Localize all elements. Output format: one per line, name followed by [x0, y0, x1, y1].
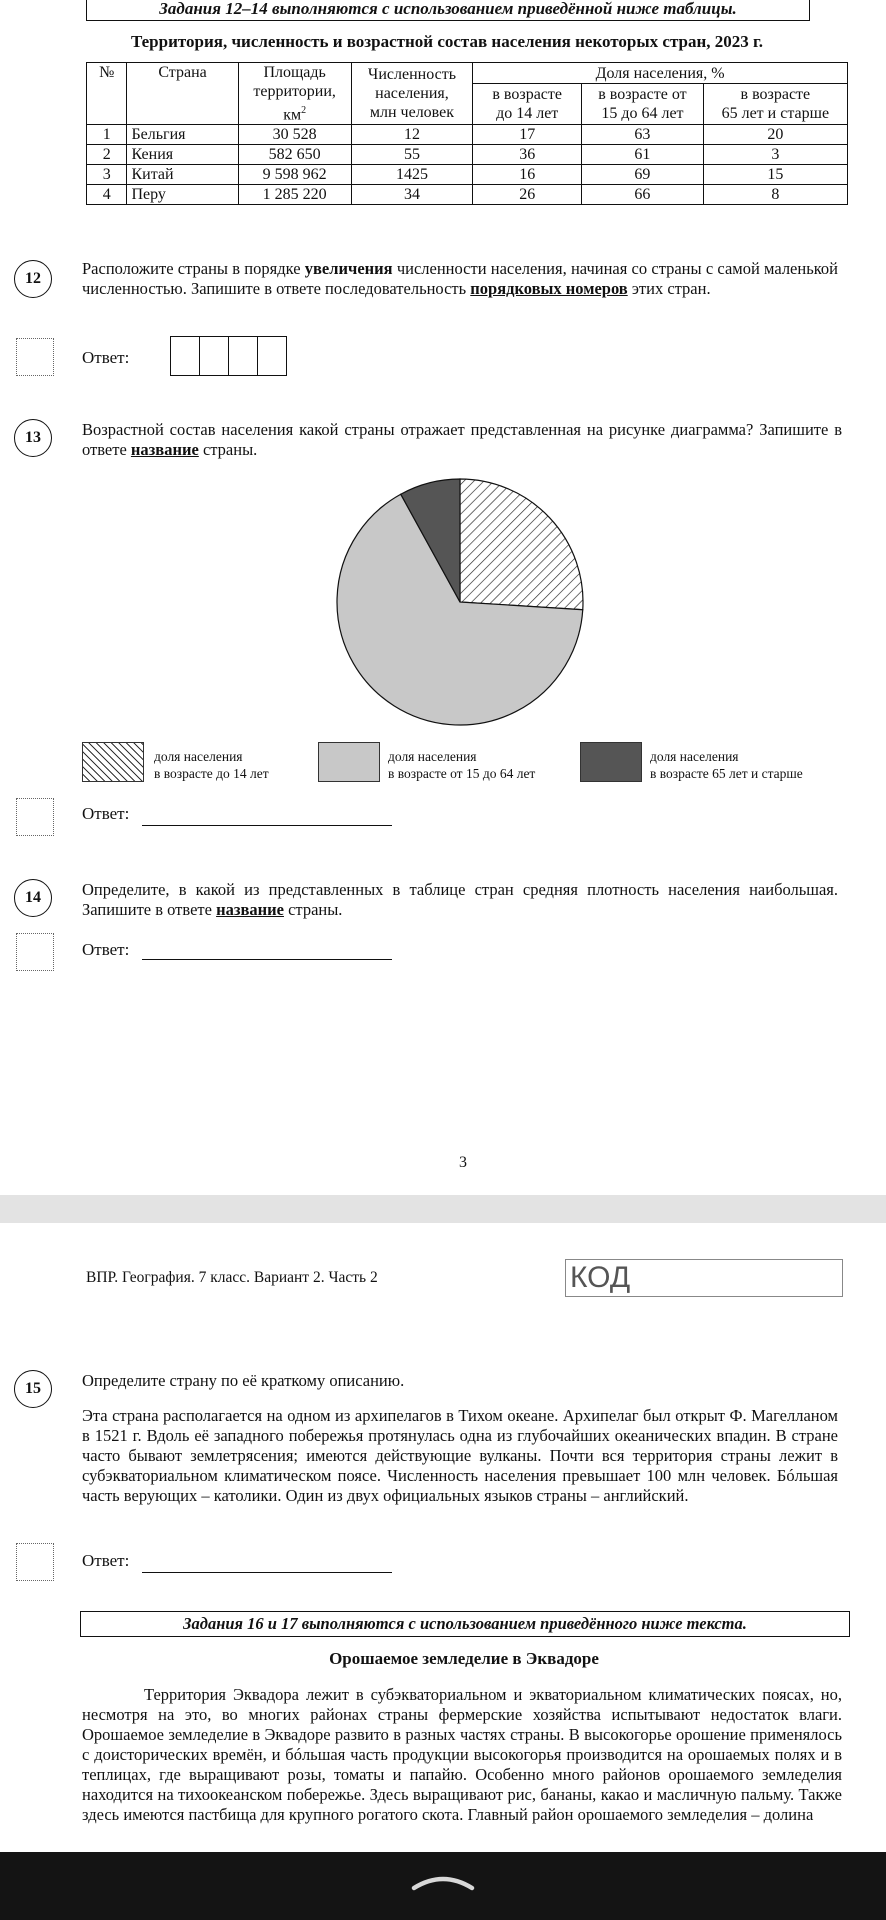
cell-country: Бельгия: [127, 125, 238, 145]
page-2: [0, 1223, 886, 1853]
score-box-12: [16, 338, 54, 376]
article-title: Орошаемое земледелие в Эквадоре: [329, 1649, 599, 1668]
cell-a: 26: [473, 185, 582, 205]
sub2a: в возрасте от: [598, 86, 687, 104]
cell-num: 3: [87, 165, 127, 185]
sub1b: до 14 лет: [496, 105, 559, 123]
legend-text-2: [388, 748, 535, 782]
col-pop-header: [351, 63, 472, 125]
cell-b: 66: [582, 185, 703, 205]
cell-country: Кения: [127, 145, 238, 165]
answer-label-15: Ответ:: [82, 1551, 130, 1570]
q12-t3: этих стран.: [627, 279, 711, 298]
score-box-13: [16, 798, 54, 836]
answer-cells-12[interactable]: [170, 336, 287, 376]
legend-2-line1: доля населения: [388, 749, 477, 764]
pie-slice-under-14: [460, 479, 583, 610]
answer-line-14[interactable]: [142, 958, 392, 960]
q12-bold1: увеличения: [304, 259, 393, 278]
chevron-up-icon[interactable]: [410, 1870, 476, 1892]
legend-2-line2: в возрасте от 15 до 64 лет: [388, 766, 536, 781]
q12-bold2: порядковых номеров: [470, 279, 628, 298]
kod-field[interactable]: КОД: [565, 1259, 843, 1297]
pop-h3: млн человек: [369, 104, 455, 122]
cell-c: 8: [703, 185, 847, 205]
legend-text-3: [650, 748, 803, 782]
legend-1-line2: в возрасте до 14 лет: [154, 766, 269, 781]
cell-area: 1 285 220: [238, 185, 351, 205]
cell-area: 582 650: [238, 145, 351, 165]
question-13-text: [82, 420, 842, 460]
cell-a: 36: [473, 145, 582, 165]
area-h3: км: [283, 106, 302, 124]
q14-bold: название: [216, 900, 284, 919]
cell-area: 9 598 962: [238, 165, 351, 185]
cell-c: 3: [703, 145, 847, 165]
q14-t2: страны.: [283, 900, 343, 919]
answer-cell[interactable]: [199, 336, 229, 376]
question-14-number: 14: [14, 879, 52, 917]
col-country-header: Страна: [127, 63, 238, 125]
q12-t1: Расположите страны в порядке: [82, 259, 305, 278]
sub1a: в возрасте: [492, 86, 562, 104]
area-h2: территории,: [253, 83, 336, 100]
sub-header-2: [582, 84, 703, 125]
legend-text-1: [154, 748, 269, 782]
col-area-header: [238, 63, 351, 125]
answer-line-13[interactable]: [142, 824, 392, 826]
question-15-number: 15: [14, 1370, 52, 1408]
question-12-number: 12: [14, 260, 52, 298]
sub3b: 65 лет и старше: [721, 105, 830, 123]
legend-swatch-light: [318, 742, 380, 782]
q13-t2: страны.: [198, 440, 258, 459]
q13-bold: название: [130, 440, 199, 459]
cell-a: 17: [473, 125, 582, 145]
sub-header-1: [473, 84, 582, 125]
area-sup: 2: [301, 105, 307, 116]
cell-country: Перу: [127, 185, 238, 205]
question-14-text: [82, 880, 838, 920]
cell-b: 69: [582, 165, 703, 185]
area-h1: Площадь: [263, 64, 326, 81]
table-row: [87, 185, 848, 205]
cell-pop: 1425: [351, 165, 472, 185]
tasks-16-17-banner: Задания 16 и 17 выполняются с использованием приведённого ниже текста.: [80, 1611, 850, 1637]
q14-t1: Определите, в какой из представленных в таблице стран средняя плотность населения наибольшая. Запишите в ответе: [82, 880, 838, 919]
cell-c: 15: [703, 165, 847, 185]
legend-swatch-dark: [580, 742, 642, 782]
legend-1-line1: доля населения: [154, 749, 243, 764]
page-2-header: ВПР. География. 7 класс. Вариант 2. Часть 2: [86, 1269, 378, 1286]
cell-pop: 55: [351, 145, 472, 165]
q13-t1: Возрастной состав населения какой страны отражает представленная на рисунке диаграмма? Запишите в ответе: [82, 420, 842, 459]
cell-num: 1: [87, 125, 127, 145]
question-15-text: Эта страна располагается на одном из архипелагов в Тихом океане. Архипелаг был открыт Ф. Магелланом в 1521 г. Вдоль её западного побережья протянулась одна из глубочайших океанических впадин. В стране часто бывают землетрясения; имеются действующие вулканы. Почти вся территория страны лежит в субэкваториальном климатическом поясе. Численность населения превышает 100 млн человек. Бóльшая часть верующих – католики. Один из двух официальных языков страны – английский.: [82, 1406, 838, 1505]
article-body: Территория Эквадора лежит в субэкваториальном и экваториальном климатических поясах, но, несмотря на это, во многих районах страны фермерские хозяйства испытывают недостаток влаги. Орошаемое земледелие в Эквадоре развито в разных частях страны. В высокогорье орошение применялось с доисторических времён, и бóльшая часть продукции высокогорья производится на орошаемых полях и в теплицах, где выращивают розы, томаты и папайю. Особенно много районов орошаемого земледелия находится на тихоокеанском побережье. Здесь выращивают рис, бананы, какао и масличную пальму. Также здесь имеются пастбища для крупного рогатого скота. Главный район орошаемого земледелия – долина: [82, 1685, 842, 1824]
page-number: 3: [459, 1154, 467, 1171]
page-gap: [0, 1195, 886, 1223]
data-table: [86, 62, 848, 205]
question-12-text: [82, 259, 838, 299]
col-share-header: Доля населения, %: [473, 63, 848, 84]
pie-chart: [330, 476, 590, 728]
cell-b: 63: [582, 125, 703, 145]
answer-cell[interactable]: [257, 336, 287, 376]
bottom-navigation-bar: [0, 1852, 886, 1920]
pop-h1: Численность: [367, 66, 456, 84]
sub2b: 15 до 64 лет: [601, 105, 684, 123]
cell-pop: 12: [351, 125, 472, 145]
cell-c: 20: [703, 125, 847, 145]
answer-label-13: Ответ:: [82, 804, 130, 823]
cell-num: 4: [87, 185, 127, 205]
table-title: Территория, численность и возрастной состав населения некоторых стран, 2023 г.: [130, 32, 764, 51]
answer-label-12: Ответ:: [82, 348, 130, 367]
cell-b: 61: [582, 145, 703, 165]
cell-a: 16: [473, 165, 582, 185]
sub3a: в возрасте: [740, 86, 811, 104]
sub-header-3: [703, 84, 847, 125]
cell-num: 2: [87, 145, 127, 165]
score-box-15: [16, 1543, 54, 1581]
table-row: [87, 145, 848, 165]
legend-swatch-hatched: [82, 742, 144, 782]
table-row: [87, 165, 848, 185]
score-box-14: [16, 933, 54, 971]
legend-3-line2: в возрасте 65 лет и старше: [650, 766, 803, 781]
answer-line-15[interactable]: [142, 1571, 392, 1573]
cell-area: 30 528: [238, 125, 351, 145]
table-row: [87, 125, 848, 145]
pop-h2: населения,: [375, 85, 449, 103]
tasks-banner: Задания 12–14 выполняются с использованием приведённой ниже таблицы.: [86, 0, 810, 21]
col-num-header: №: [87, 63, 127, 125]
pie-slices: [337, 479, 583, 725]
q12-t2: численности населения, начиная со страны с самой маленькой численностью. Запишите в ответе последовательность: [82, 259, 838, 298]
answer-label-14: Ответ:: [82, 940, 130, 959]
legend-3-line1: доля населения: [650, 749, 739, 764]
answer-cell[interactable]: [170, 336, 200, 376]
answer-cell[interactable]: [228, 336, 258, 376]
question-13-number: 13: [14, 419, 52, 457]
cell-country: Китай: [127, 165, 238, 185]
cell-pop: 34: [351, 185, 472, 205]
question-15-intro: Определите страну по её краткому описанию.: [82, 1371, 405, 1390]
